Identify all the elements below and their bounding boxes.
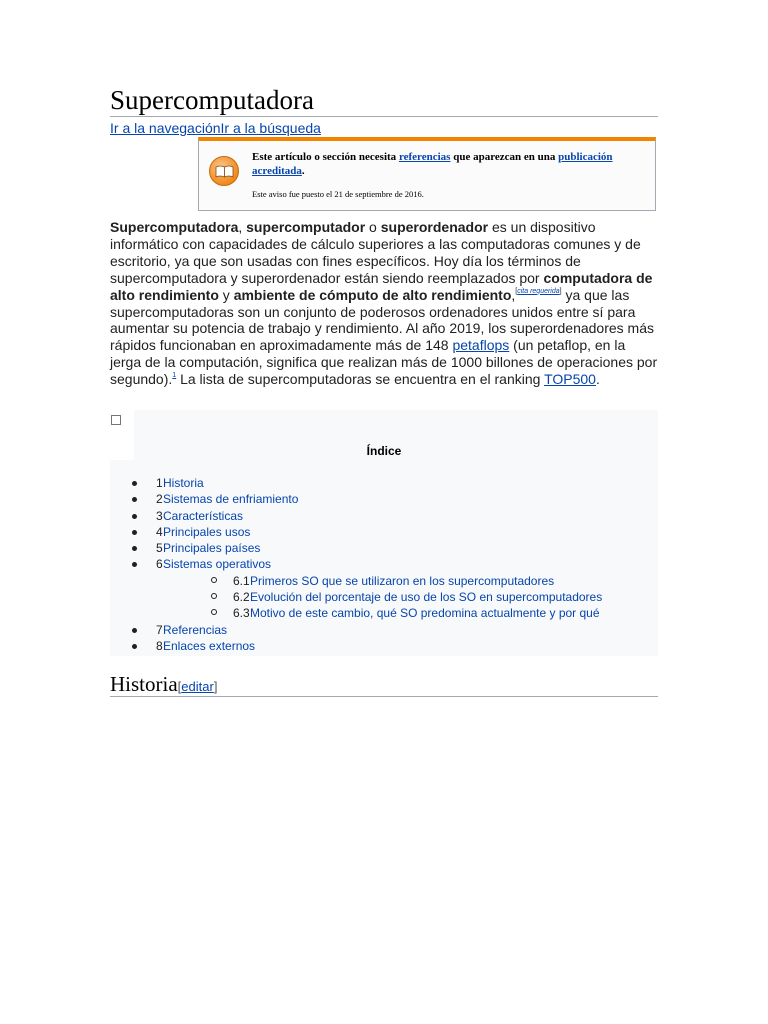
notice-text bbox=[252, 150, 642, 178]
toc-number: 6.2 bbox=[233, 590, 250, 604]
edit-bracket: [ bbox=[177, 679, 182, 694]
intro-paragraph bbox=[110, 219, 658, 388]
bullet-icon bbox=[132, 481, 137, 486]
bullet-icon bbox=[132, 497, 137, 502]
intro-text: (un petaflop, en la jerga de la computación, significa que realizan más de 1000 billones de operaciones por segundo). bbox=[110, 337, 658, 388]
toc-link[interactable]: Principales usos bbox=[163, 525, 251, 539]
intro-text: La lista de supercomputadoras se encuentra en el ranking bbox=[176, 371, 545, 388]
section-title: Historia bbox=[110, 672, 178, 696]
toc-toggle-checkbox[interactable] bbox=[111, 415, 121, 425]
toc-number: 5 bbox=[156, 541, 163, 555]
jump-to-search-link[interactable]: Ir a la búsqueda bbox=[220, 120, 321, 136]
notice-text-3: . bbox=[301, 165, 305, 177]
citation-needed-link[interactable]: cita requerida bbox=[517, 287, 560, 295]
petaflops-link[interactable]: petaflops bbox=[452, 337, 510, 354]
toc-number: 6.1 bbox=[233, 574, 250, 588]
term-ambiente-computo: ambiente de cómputo de alto rendimiento bbox=[233, 286, 512, 303]
toc-number: 8 bbox=[156, 639, 163, 653]
bullet-icon bbox=[132, 530, 137, 535]
circle-bullet-icon bbox=[211, 609, 217, 615]
book-icon bbox=[209, 156, 239, 186]
notice-text-2: que aparezcan en una bbox=[450, 151, 559, 163]
toc-link[interactable]: Sistemas de enfriamiento bbox=[163, 492, 299, 506]
page-title: Supercomputadora bbox=[110, 84, 658, 117]
bullet-icon bbox=[132, 514, 137, 519]
toc-number: 2 bbox=[156, 492, 163, 506]
toc-link[interactable]: Principales países bbox=[163, 541, 261, 555]
notice-date: Este aviso fue puesto el 21 de septiembre de 2016. bbox=[252, 189, 424, 199]
term-superordenador: superordenador bbox=[380, 219, 489, 235]
edit-bracket: ] bbox=[213, 679, 218, 694]
toc-number: 7 bbox=[156, 623, 163, 637]
cite-bracket: ] bbox=[559, 287, 562, 295]
toc-number: 6.3 bbox=[233, 606, 250, 620]
intro-text: o bbox=[365, 219, 381, 235]
intro-text: , bbox=[511, 286, 516, 303]
term-supercomputador: supercomputador bbox=[246, 219, 366, 235]
toc-number: 6 bbox=[156, 557, 163, 571]
toc-link[interactable]: Historia bbox=[163, 476, 204, 490]
term-alto-rendimiento: computadora de alto rendimiento bbox=[110, 269, 653, 303]
section-heading-historia bbox=[110, 670, 658, 697]
jump-links bbox=[110, 120, 321, 137]
toc-link[interactable]: Primeros SO que se utilizaron en los supercomputadores bbox=[250, 574, 555, 588]
cite-bracket: [ bbox=[515, 287, 518, 295]
top500-link[interactable]: TOP500 bbox=[544, 371, 596, 388]
references-link[interactable]: referencias bbox=[398, 151, 451, 163]
term-supercomputadora: Supercomputadora bbox=[110, 219, 239, 235]
citation-needed bbox=[515, 288, 561, 295]
reference-1-link[interactable]: 1 bbox=[172, 372, 177, 380]
jump-to-navigation-link[interactable]: Ir a la navegación bbox=[110, 120, 221, 136]
accredited-publication-link[interactable]: publicación acreditada bbox=[252, 151, 613, 177]
toc-link[interactable]: Enlaces externos bbox=[163, 639, 256, 653]
toc-link[interactable]: Referencias bbox=[163, 623, 228, 637]
toc-number: 4 bbox=[156, 525, 163, 539]
toc-link[interactable]: Características bbox=[163, 509, 244, 523]
intro-text: es un dispositivo informático con capacidades de cálculo superiores a las computadoras comunes y de escritorio, ya que son usadas con fines específicos. Hoy día los términos de supercomputadora y superordenador están siendo reemplazados por bbox=[110, 219, 641, 286]
circle-bullet-icon bbox=[211, 577, 217, 583]
edit-section bbox=[178, 679, 218, 694]
intro-text: ya que las supercomputadoras son un conjunto de poderosos ordenadores unidos entre sí para aumentar su potencia de trabajo y rendimiento. Al año 2019, los superordenadores más rápidos funcionaban en aproximadamente más de 148 bbox=[110, 286, 655, 354]
edit-section-link[interactable]: editar bbox=[181, 679, 214, 694]
bullet-icon bbox=[132, 644, 137, 649]
bullet-icon bbox=[132, 628, 137, 633]
toc-link[interactable]: Evolución del porcentaje de uso de los SO en supercomputadores bbox=[250, 590, 603, 604]
notice-text-1: Este artículo o sección necesita bbox=[252, 151, 399, 163]
intro-text: y bbox=[218, 286, 234, 303]
references-notice bbox=[198, 137, 656, 211]
toc-title: Índice bbox=[366, 444, 402, 458]
bullet-icon bbox=[132, 546, 137, 551]
toc-number: 1 bbox=[156, 476, 163, 490]
intro-text: , bbox=[238, 219, 247, 235]
toc-link[interactable]: Motivo de este cambio, qué SO predomina actualmente y por qué bbox=[250, 606, 600, 620]
intro-text: . bbox=[595, 371, 600, 388]
bullet-icon bbox=[132, 562, 137, 567]
toc-link[interactable]: Sistemas operativos bbox=[163, 557, 272, 571]
toc-number: 3 bbox=[156, 509, 163, 523]
circle-bullet-icon bbox=[211, 593, 217, 599]
